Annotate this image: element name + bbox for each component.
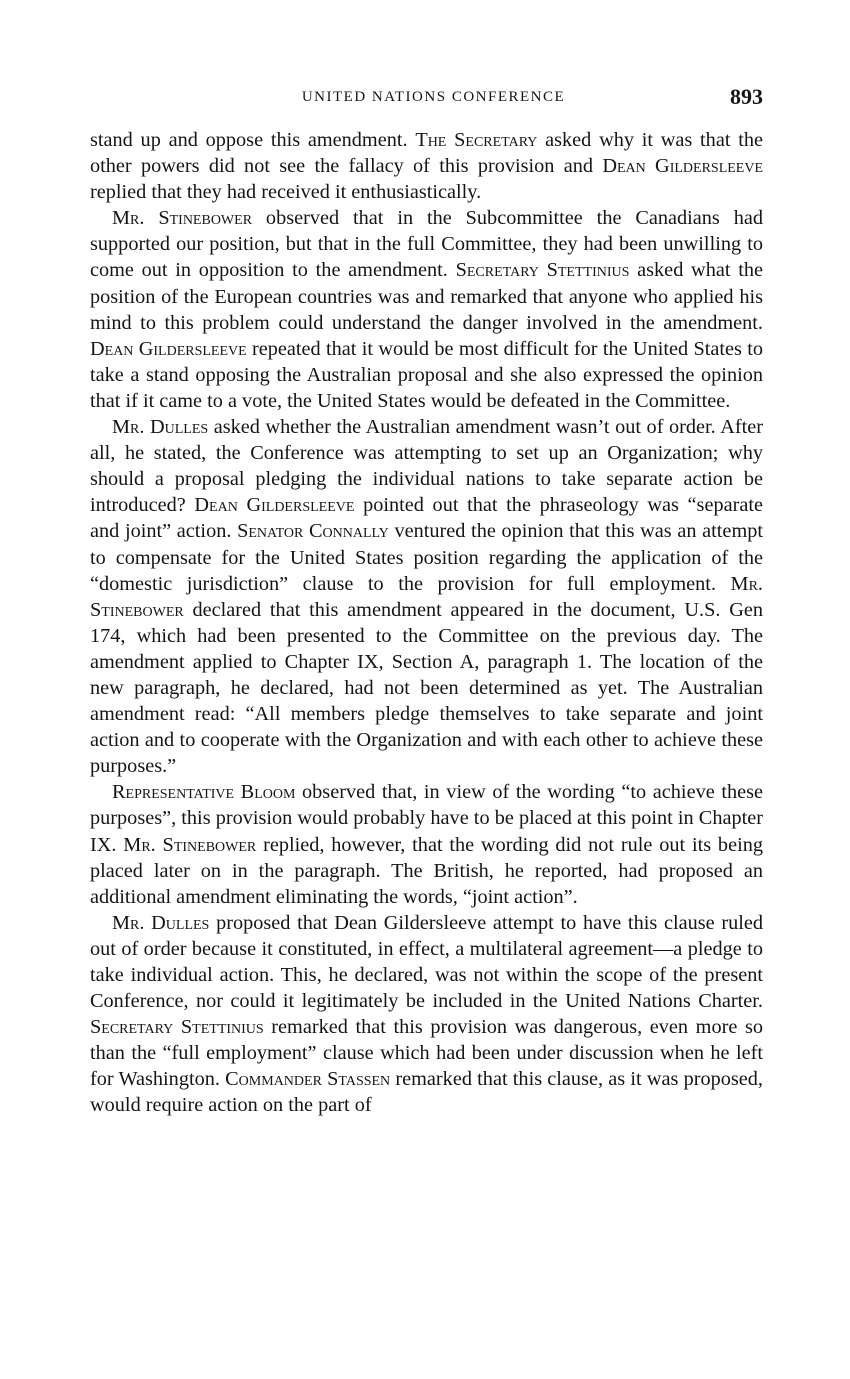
paragraph-5 [90,910,763,1119]
paragraph-2 [90,205,763,414]
text-run: asked whether the Australian amendment wasn’t out of order. After all, he stated, the Conference was attempting to set up an Organization; why should a proposal pledging the individual nations to take separate action be introduced? [90,416,763,517]
text-run: declared that this amendment appeared in the document, U.S. Gen 174, which had been presented to the Committee on the previous day. The amendment applied to Chapter IX, Section A, paragraph 1. The location of the new paragraph, he declared, had not been determined as yet. The Australian amendment read: “All members pledge themselves to take separate and joint action and to cooperate with the Organization and with each other to achieve these purposes.” [90,598,763,778]
speaker-name: Representative Bloom [112,781,296,804]
paragraph-4 [90,779,763,909]
text-run: asked what the position of the European countries was and remarked that anyone who applied his mind to this problem could understand the danger involved in the amendment. [90,259,763,334]
document-page [90,84,763,1119]
text-run: ventured the opinion that this was an attempt to compensate for the United States position regarding the application of the “domestic jurisdiction” clause to the provision for full employment. [90,520,763,595]
running-title: UNITED NATIONS CONFERENCE [301,89,566,105]
speaker-name: Dean Gildersleeve [90,337,247,360]
text-run: proposed that Dean Gildersleeve attempt to have this clause ruled out of order because it constituted, in effect, a multilateral agreement—a pledge to take individual action. This, he declared, was not within the scope of the present Conference, nor could it legitimately be included in the United Nations Charter. [90,911,763,1013]
text-run: observed that in the Subcommittee the Canadians had supported our position, but that in the full Committee, they had been unwilling to come out in opposition to the amendment. [90,207,763,282]
speaker-name: Mr. Dulles [112,911,210,934]
page-number: 893 [730,84,763,109]
speaker-name: Mr. Stinebower [90,572,763,621]
speaker-name: Senator Connally [237,520,389,543]
text-run: pointed out that the phraseology was “separate and joint” action. [90,494,763,543]
speaker-name: Secretary Stettinius [455,259,630,282]
text-run: asked why it was that the other powers did not see the fallacy of this provision and [90,129,763,178]
text-run: observed that, in view of the wording “to achieve these purposes”, this provision would probably have to be placed at this point in Chapter IX. [90,781,763,856]
text-run: remarked that this clause, as it was proposed, would require action on the part of [90,1068,763,1117]
text-run: repeated that it would be most difficult for the United States to take a stand opposing the Australian proposal and she also expressed the opinion that if it came to a vote, the United States would be defeated in the Committee. [90,337,763,412]
speaker-name: Dean Gildersleeve [602,155,764,178]
speaker-name: Dean Gildersleeve [194,494,355,517]
speaker-name: Mr. Stinebower [123,833,257,856]
body-text [90,127,763,1119]
paragraph-3 [90,414,763,779]
speaker-name: Secretary Stettinius [90,1016,264,1039]
paragraph-1 [90,127,763,205]
text-run: replied, however, that the wording did not rule out its being placed later on in the paragraph. The British, he reported, had proposed an additional amendment eliminating the words, “joint action”. [90,833,763,908]
text-run: replied that they had received it enthusiastically. [90,181,482,204]
running-header [90,84,763,114]
text-run: stand up and oppose this amendment. [90,129,416,151]
speaker-name: Mr. Dulles [112,416,209,439]
speaker-name: Mr. Stinebower [112,207,253,230]
speaker-name: Commander Stassen [225,1068,391,1091]
text-run: remarked that this provision was dangerous, even more so than the “full employment” clause which had been under discussion when he left for Washington. [90,1016,763,1091]
speaker-name: The Secretary [415,129,538,151]
